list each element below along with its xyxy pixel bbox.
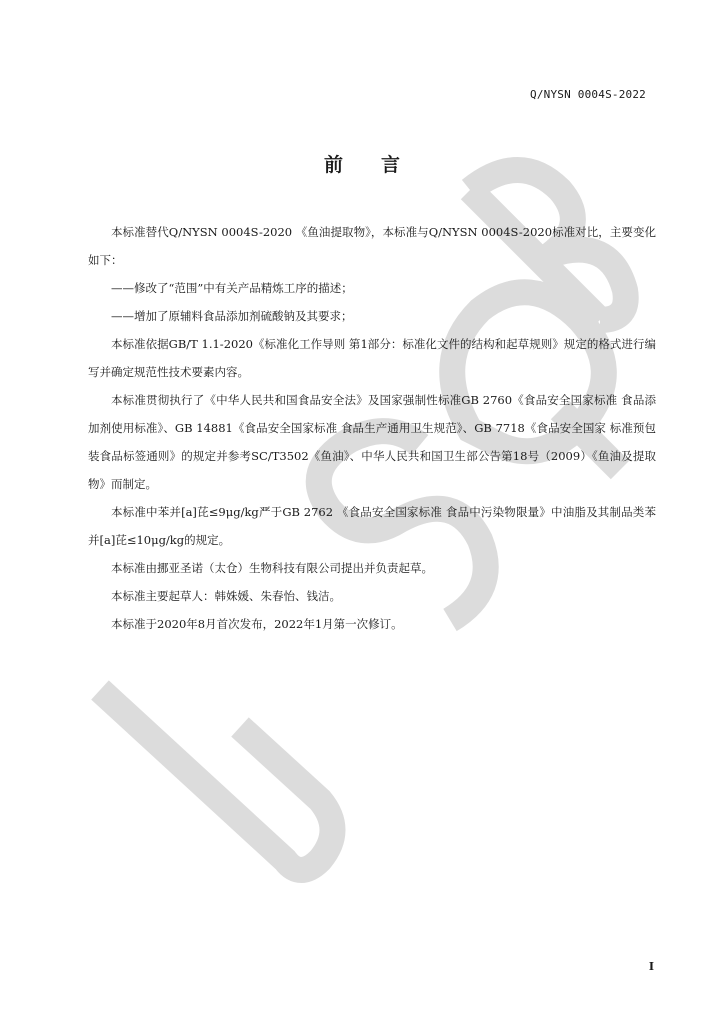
paragraph-change-2: ——增加了原辅料食品添加剂硫酸钠及其要求； [111, 309, 353, 323]
document-code: Q/NYSN 0004S-2022 [530, 88, 646, 101]
paragraph-replacement: 本标准替代Q/NYSN 0004S-2020 《鱼油提取物》，本标准与Q/NYSN 0004S-2020标准对比，主要变化如下： [88, 225, 656, 267]
page-title: 前言 [323, 154, 438, 176]
paragraph-proposer: 本标准由挪亚圣诺（太仓）生物科技有限公司提出并负责起草。 [111, 561, 433, 575]
paragraph-drafters: 本标准主要起草人：韩姝媛、朱春怡、钱洁。 [111, 589, 341, 603]
page-number: I [648, 960, 654, 973]
paragraph-limit: 本标准中苯并[a]芘≤9μg/kg严于GB 2762 《食品安全国家标准 食品中污染物限量》中油脂及其制品类苯并[a]芘≤10μg/kg的规定。 [88, 505, 656, 547]
paragraph-compliance: 本标准贯彻执行了《中华人民共和国食品安全法》及国家强制性标准GB 2760《食品安全国家标准 食品添加剂使用标准》、GB 14881《食品安全国家标准 食品生产通用卫生规范》、GB 7718《食品安全国家 标准预包装食品标签通则》的规定并参考SC/T3502《鱼油》、中华人民共和国卫生部公告第18号（2009）《鱼油及提取物》而制定。 [88, 393, 656, 491]
paragraph-change-1: ——修改了“范围”中有关产品精炼工序的描述； [111, 281, 353, 295]
paragraph-basis: 本标准依据GB/T 1.1-2020《标准化工作导则 第1部分：标准化文件的结构和起草规则》规定的格式进行编写并确定规范性技术要素内容。 [88, 337, 656, 379]
paragraph-history: 本标准于2020年8月首次发布，2022年1月第一次修订。 [111, 617, 403, 631]
watermark-letter-j [100, 690, 333, 870]
foreword-body [88, 218, 656, 638]
